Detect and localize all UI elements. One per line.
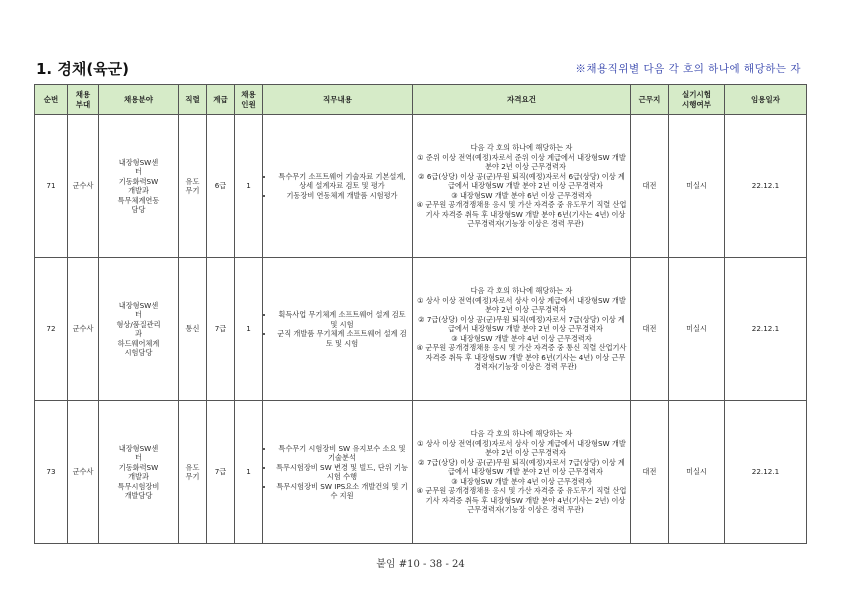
table-row — [35, 401, 807, 544]
col-header-field: 채용분야 — [99, 85, 179, 115]
cell-requirements — [413, 115, 631, 258]
col-header-grade: 계급 — [207, 85, 235, 115]
cell-appointment-date: 22.12.1 — [725, 258, 807, 401]
col-header-duties: 직무내용 — [263, 85, 413, 115]
cell-field: 내장형SW센 터 기동화력SW 개발과 특무체계연동 담당 — [99, 115, 179, 258]
duty-item: • 특무시험장비 SW 변경 및 빌드, 단위 기능 시험 수행 — [274, 463, 410, 482]
requirement-item: ② 7급(상당) 이상 공(군)무원 퇴직(예정)자로서 7급(상당) 이상 계급에서 내장형SW 개발 분야 2년 이상 근무경력자 — [418, 457, 625, 477]
requirement-item: ② 7급(상당) 이상 공(군)무원 퇴직(예정)자로서 7급(상당) 이상 계급에서 내장형SW 개발 분야 2년 이상 근무경력자 — [418, 314, 625, 334]
cell-count: 1 — [235, 401, 263, 544]
cell-series: 통신 — [179, 258, 207, 401]
table-row — [35, 115, 807, 258]
cell-count: 1 — [235, 258, 263, 401]
eligibility-note: ※채용직위별 다음 각 호의 하나에 해당하는 자 — [575, 63, 801, 75]
requirement-intro: 다음 각 호의 하나에 해당하는 자 — [470, 429, 573, 439]
recruitment-table — [34, 84, 807, 544]
cell-appointment-date: 22.12.1 — [725, 115, 807, 258]
duty-item: • 특수무기 소프트웨어 기술자료 기본설계, 상세 설계자료 검토 및 평가 — [274, 172, 410, 191]
cell-field: 내장형SW센 터 기동화력SW 개발과 특무시험장비 개발담당 — [99, 401, 179, 544]
col-header-series: 직렬 — [179, 85, 207, 115]
cell-unit: 군수사 — [68, 258, 99, 401]
requirement-item: ④ 군무원 공개경쟁채용 응시 및 가산 자격증 중 통신 직렬 산업기사 자격증 취득 후 내장형SW 개발 분야 6년(기사는 4년) 이상 근무경력자(기능장 이상은 경력 무관) — [416, 343, 627, 372]
requirement-item: ④ 군무원 공개경쟁채용 응시 및 가산 자격증 중 유도무기 직렬 산업기사 자격증 취득 후 내장형SW 개발 분야 4년(기사는 2년) 이상 근무경력자(기능장 이상은 경력 무관) — [416, 486, 627, 515]
page-footer: 붙임 #10 - 38 - 24 — [376, 559, 465, 570]
cell-grade: 7급 — [207, 401, 235, 544]
duty-item: • 획득사업 무기체계 소프트웨어 설계 검토 및 시험 — [274, 310, 410, 329]
table-header-row — [35, 85, 807, 115]
cell-count: 1 — [235, 115, 263, 258]
duty-item: • 기동장비 연동체계 개발품 시험평가 — [274, 191, 410, 201]
section-heading: 1. 경채(육군) — [36, 60, 130, 78]
requirement-item: ① 상사 이상 전역(예정)자로서 상사 이상 계급에서 내장형SW 개발 분야 2년 이상 근무경력자 — [417, 295, 626, 315]
cell-duties — [263, 401, 413, 544]
cell-appointment-date: 22.12.1 — [725, 401, 807, 544]
cell-unit: 군수사 — [68, 115, 99, 258]
cell-requirements — [413, 401, 631, 544]
requirement-item: ② 6급(상당) 이상 공(군)무원 퇴직(예정)자로서 6급(상당) 이상 계급에서 내장형SW 개발 분야 2년 이상 근무경력자 — [418, 171, 625, 191]
cell-grade: 6급 — [207, 115, 235, 258]
duty-list — [265, 444, 410, 501]
col-header-location: 근무지 — [631, 85, 669, 115]
cell-field: 내장형SW센 터 형상/품질관리 과 하드웨어체계 시험담당 — [99, 258, 179, 401]
col-header-appointment-date: 임용일자 — [725, 85, 807, 115]
duty-list — [265, 310, 410, 348]
cell-series: 유도 무기 — [179, 115, 207, 258]
requirement-item: ③ 내장형SW 개발 분야 4년 이상 근무경력자 — [451, 476, 592, 486]
table-row — [35, 258, 807, 401]
cell-no: 73 — [35, 401, 68, 544]
cell-practical-exam: 미실시 — [669, 401, 725, 544]
requirement-intro: 다음 각 호의 하나에 해당하는 자 — [470, 286, 573, 296]
cell-no: 72 — [35, 258, 68, 401]
cell-unit: 군수사 — [68, 401, 99, 544]
col-header-requirements: 자격요건 — [413, 85, 631, 115]
cell-no: 71 — [35, 115, 68, 258]
requirement-intro: 다음 각 호의 하나에 해당하는 자 — [470, 143, 573, 153]
cell-location: 대전 — [631, 258, 669, 401]
col-header-practical-exam: 실기시험 시행여부 — [669, 85, 725, 115]
cell-series: 유도 무기 — [179, 401, 207, 544]
requirement-item: ③ 내장형SW 개발 분야 4년 이상 근무경력자 — [451, 333, 592, 343]
col-header-no: 순번 — [35, 85, 68, 115]
cell-requirements — [413, 258, 631, 401]
cell-practical-exam: 미실시 — [669, 115, 725, 258]
col-header-count: 채용 인원 — [235, 85, 263, 115]
requirement-item: ① 준위 이상 전역(예정)자로서 준위 이상 계급에서 내장형SW 개발 분야 2년 이상 근무경력자 — [417, 152, 626, 172]
requirement-item: ③ 내장형SW 개발 분야 6년 이상 근무경력자 — [451, 190, 592, 200]
duty-item: • 특수무기 시험장비 SW 유지보수 소요 및 기술분석 — [274, 444, 410, 463]
duty-item: • 특무시험장비 SW IPS요소 개발건의 및 기수 지원 — [274, 482, 410, 501]
requirement-item: ④ 군무원 공개경쟁채용 응시 및 가산 자격증 중 유도무기 직렬 산업기사 자격증 취득 후 내장형SW 개발 분야 6년(기사는 4년) 이상 근무경력자(기능장 이상은 경력 무관) — [416, 200, 627, 229]
requirement-item: ① 상사 이상 전역(예정)자로서 상사 이상 계급에서 내장형SW 개발 분야 2년 이상 근무경력자 — [417, 438, 626, 458]
cell-practical-exam: 미실시 — [669, 258, 725, 401]
col-header-unit: 채용 부대 — [68, 85, 99, 115]
duty-item: • 군직 개발품 무기체계 소프트웨어 설계 검토 및 시험 — [274, 329, 410, 348]
cell-duties — [263, 115, 413, 258]
cell-grade: 7급 — [207, 258, 235, 401]
cell-location: 대전 — [631, 401, 669, 544]
cell-duties — [263, 258, 413, 401]
duty-list — [265, 172, 410, 201]
cell-location: 대전 — [631, 115, 669, 258]
